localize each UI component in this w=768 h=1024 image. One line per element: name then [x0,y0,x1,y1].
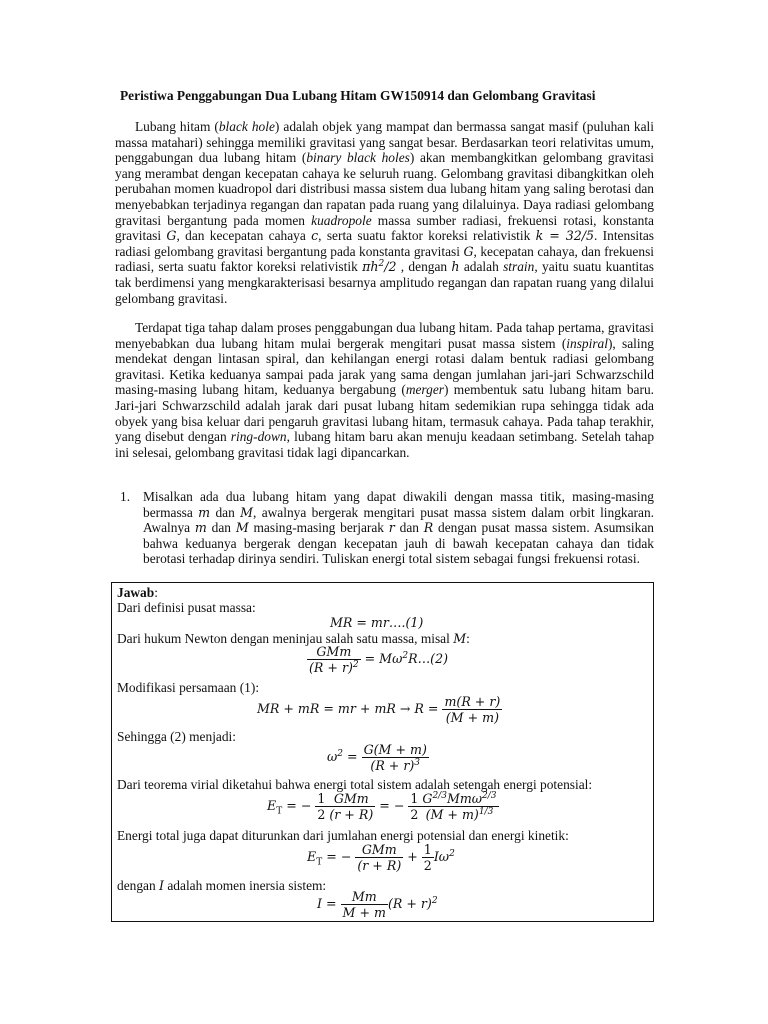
answer-heading: Jawab: [117,585,158,600]
answer-line-1: Dari definisi pusat massa: [117,600,256,615]
equation-6: $E_T$ = − $\frac{\text{GMm}}{(r + R)}$ + $\frac{1}{2}$ $I\omega^2$ [307,842,455,873]
equation-1: MR = mr….(1) [330,615,424,630]
answer-line-4: Sehingga (2) menjadi: [117,729,236,744]
equation-2: $\frac{\text{GMm}}{(R + r)^2}$ = $M\omega^2R\dots(2)$ [309,644,449,675]
paragraph-2: Terdapat tiga tahap dalam proses penggabungan dua lubang hitam. Pada tahap pertama, gravitasi menyebabkan dua lubang hitam mulai bergerak mengitari pusat massa sistem (inspiral), saling mendekat dengan lintasan spiral, dan kehilangan energi rotasi dalam bentuk radiasi gelombang gravitasi. Ketika keduanya sampai pada jarak yang sama dengan jumlahan jari-jari Schwarzschild masing-masing lubang hitam, keduanya bergabung (merger) membentuk satu lubang hitam baru. Jari-jari Schwarzschild adalah jarak dari pusat lubang hitam sedemikian rupa sehingga tidak ada obyek yang bisa keluar dari pengaruh gravitasi lubang hitam, termasuk cahaya. Pada tahap terakhir, yang disebut dengan ring-down, lubang hitam baru akan menuju keadaan setimbang. Setelah tahap ini selesai, gelombang gravitasi tidak lagi dipancarkan. [115,320,655,460]
question-text: Misalkan ada dua lubang hitam yang dapat diwakili dengan massa titik, masing-masing bermassa m dan M, awalnya bergerak mengitari pusat massa sistem dalam orbit lingkaran. Awalnya m dan M masing-masing berjarak r dan R dengan pusat massa sistem. Asumsikan bahwa keduanya bergerak dengan kecepatan jauh di bawah kecepatan cahaya dan tidak berotasi terhadap dirinya sendiri. Tuliskan energi total sistem sebagai fungsi frekuensi rotasi. [143,489,654,567]
answer-box [111,582,654,922]
eq3-fraction: $\frac{m(R + r)}{(M + m)}$ [444,694,501,725]
equation-4: $\omega^2$ = $\frac{G(M + m)}{(R + r)^3}$ [327,742,427,773]
equation-3: MR + mR = mr + mR → R = $\frac{m(R + r)}{(M + m)}$ [257,694,501,725]
answer-line-2: Dari hukum Newton dengan meninjau salah satu massa, misal M: [117,631,470,646]
document-title: Peristiwa Penggabungan Dua Lubang Hitam GW150914 dan Gelombang Gravitasi [120,88,596,103]
answer-line-5: Dari teorema virial diketahui bahwa energi total sistem adalah setengah energi potensial: [117,777,593,792]
eq4-fraction: $\frac{G(M + m)}{(R + r)^3}$ [363,742,427,773]
answer-line-7: dengan I adalah momen inersia sistem: [117,878,327,893]
answer-line-3: Modifikasi persamaan (1): [117,680,260,695]
equation-7: I = $\frac{Mm}{M + m}$ $(R + r)^2$ [317,889,438,920]
equation-5: $E_T$ = − $\frac{1}{2}$ $\frac{\text{GMm}}{(r + R)}$ = − $\frac{1}{2}$ $\frac{G^{2/3}Mm\omega^{2/3}}{(M + m)^{1/3}}$ [267,791,497,822]
paragraph-1: Lubang hitam (black hole) adalah objek yang mampat dan bermassa sangat masif (puluhan kali massa matahari) sehingga memiliki gravitasi yang sangat besar. Berdasarkan teori relativitas umum, penggabungan dua lubang hitam (binary black holes) akan membangkitkan gelombang gravitasi yang merambat dengan kecepatan cahaya ke seluruh ruang. Gelombang gravitasi dibangkitkan oleh perubahan momen kuadropol dari distribusi massa sistem dua lubang hitam yang saling berotasi dan menyebabkan terjadinya regangan dan rapatan pada ruang yang dilaluinya. Daya radiasi gelombang gravitasi bergantung pada momen kuadropole massa sumber radiasi, frekuensi rotasi, konstanta gravitasi G, dan kecepatan cahaya c, serta suatu faktor koreksi relativistik k = 32/5. Intensitas radiasi gelombang gravitasi bergantung pada konstanta gravitasi G, kecepatan cahaya, dan frekuensi radiasi, serta suatu faktor koreksi relativistik $\pi h^2/2$ , dengan h adalah strain, yaitu suatu kuantitas tak berdimensi yang mengkarakterisasi besarnya amplitudo regangan dan rapatan ruang yang dilalui gelombang gravitasi. [115,119,655,306]
eq2-fraction: $\frac{\text{GMm}}{(R + r)^2}$ [309,644,359,675]
answer-line-6: Energi total juga dapat diturunkan dari jumlahan energi potensial dan energi kinetik: [117,828,569,843]
question-number: 1. [120,489,131,504]
